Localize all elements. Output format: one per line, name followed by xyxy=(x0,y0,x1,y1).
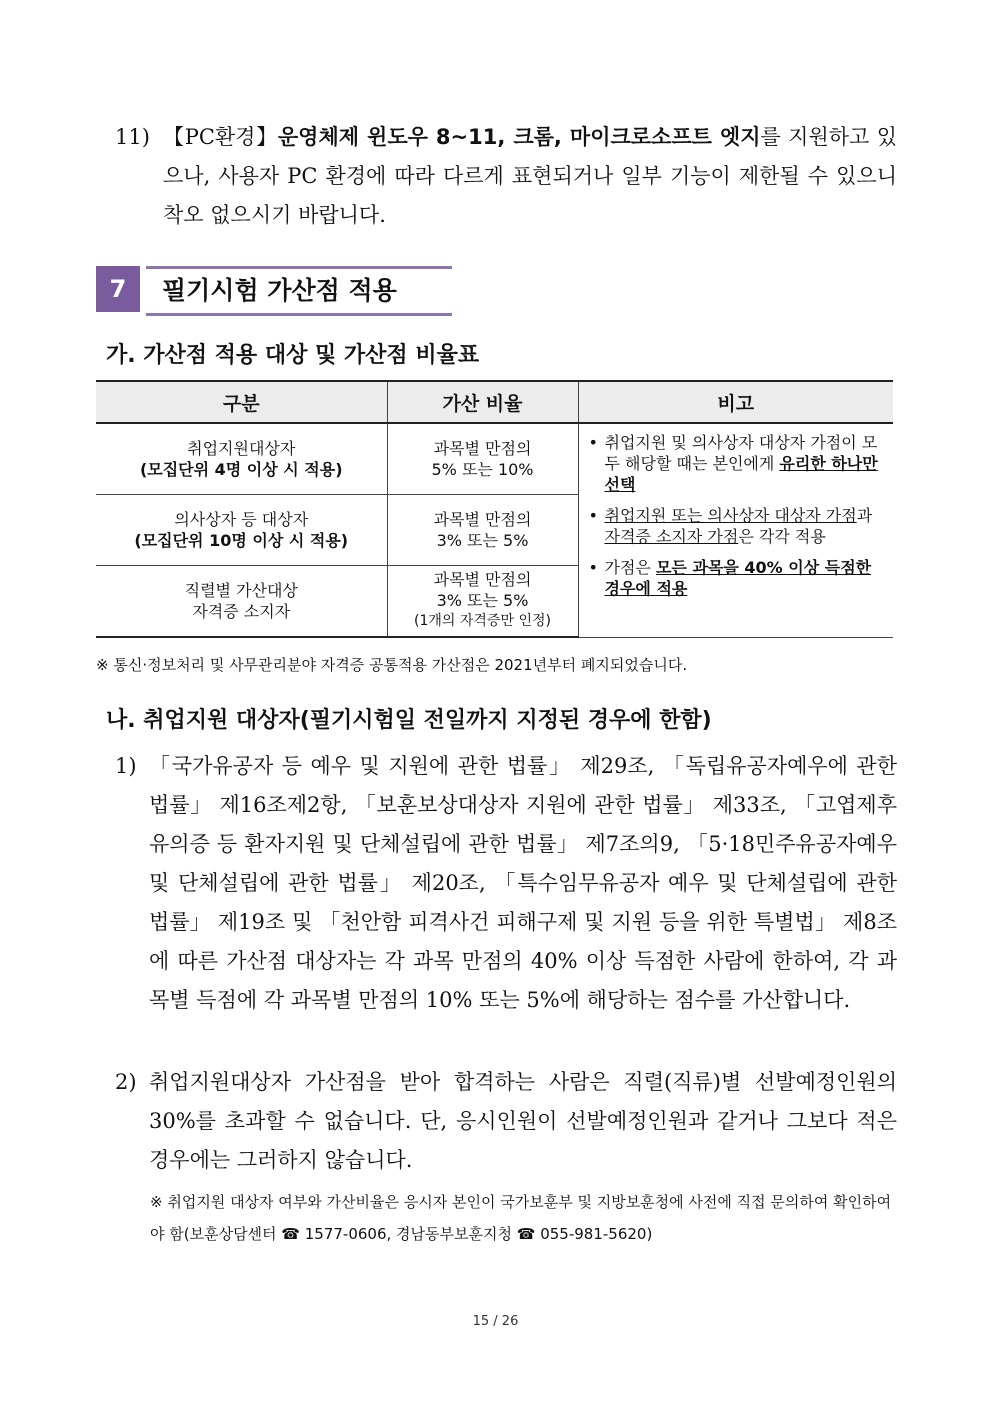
inquiry-notice: ※ 취업지원 대상자 여부와 가산비율은 응시자 본인이 국가보훈부 및 지방보훈청에 사전에 직접 문의하여 확인하여야 함(보훈상담센터 ☎ 1577-0606, 경남동부보훈지청 ☎ 055-981-5620) xyxy=(150,1193,892,1243)
remark-item xyxy=(589,432,886,495)
supported-env-text: 운영체제 윈도우 8~11, 크롬, 마이크로소프트 엣지 xyxy=(277,125,761,149)
remark-underlined: 자격증 소지자 가점 xyxy=(604,527,739,546)
rate-line: 과목별 만점의 xyxy=(433,570,532,590)
category-name: 직렬별 가산대상 xyxy=(184,580,298,600)
category-condition: 자격증 소지자 xyxy=(192,601,291,621)
subheading-b: 나. 취업지원 대상자(필기시험일 전일까지 지정된 경우에 한함) xyxy=(106,708,712,733)
bonus-table xyxy=(96,380,893,638)
item-11-line1-rest: 를 지원하고 xyxy=(760,125,870,149)
abolished-notice: ※ 통신·정보처리 및 사무관리분야 자격증 공통적용 가산점은 2021년부터 폐지되었습니다. xyxy=(96,656,688,674)
rate-value: 5% 또는 10% xyxy=(431,459,534,479)
rate-cell xyxy=(387,423,578,494)
remarks-cell xyxy=(578,423,893,637)
col-header-remarks: 비고 xyxy=(578,381,893,423)
page-number: 15 / 26 xyxy=(472,1314,519,1329)
list-item xyxy=(115,1063,897,1180)
bullet-icon: • xyxy=(588,433,598,452)
remark-text: 취업지원 및 의사상자 대상자 가점이 모두 해당할 때는 본인에게 xyxy=(604,433,878,473)
item-11 xyxy=(115,118,897,235)
bullet-icon: • xyxy=(588,506,598,525)
category-condition: (모집단위 4명 이상 시 적용) xyxy=(139,459,343,479)
item-11-rest: 있으나, 사용자 PC 환경에 따라 다르게 표현되거나 일부 기능이 제한될 수 있으니 착오 없으시기 바랍니다. xyxy=(163,125,897,227)
category-cell xyxy=(96,565,387,637)
rate-line: 과목별 만점의 xyxy=(433,438,532,458)
rate-cell xyxy=(387,565,578,637)
table-row xyxy=(96,423,893,494)
rate-value: 3% 또는 5% xyxy=(436,591,529,611)
item-text: 취업지원대상자 가산점을 받아 합격하는 사람은 직렬(직류)별 선발예정인원의 30%를 초과할 수 없습니다. 단, 응시인원이 선발예정인원과 같거나 그보다 적은 경우에는 그러하지 않습니다. xyxy=(149,1070,897,1172)
item-number: 2) xyxy=(115,1070,137,1094)
remark-text: 가점은 xyxy=(604,558,656,577)
rate-note: (1개의 자격증만 인정) xyxy=(414,613,551,630)
list-item xyxy=(115,747,897,1020)
remark-underlined: 유리한 하나만 선택 xyxy=(604,454,878,494)
table-header-row xyxy=(96,381,893,423)
category-condition: (모집단위 10명 이상 시 적용) xyxy=(134,530,349,550)
category-name: 취업지원대상자 xyxy=(187,438,296,458)
item-number: 1) xyxy=(115,754,137,778)
remark-underlined: 취업지원 또는 의사상자 대상자 가점 xyxy=(604,506,857,525)
rate-value: 3% 또는 5% xyxy=(436,530,529,550)
subheading-a: 가. 가산점 적용 대상 및 가산점 비율표 xyxy=(106,343,480,368)
remark-item xyxy=(589,557,886,599)
item-11-text xyxy=(163,118,897,235)
section-number: 7 xyxy=(96,266,140,312)
category-cell xyxy=(96,494,387,565)
item-number: 11) xyxy=(115,125,150,149)
category-cell xyxy=(96,423,387,494)
pc-env-tag: 【PC환경】 xyxy=(163,125,278,149)
col-header-rate: 가산 비율 xyxy=(387,381,578,423)
category-name: 의사상자 등 대상자 xyxy=(174,509,309,529)
section-title: 필기시험 가산점 적용 xyxy=(146,266,452,316)
remark-item xyxy=(589,505,886,547)
bullet-icon: • xyxy=(588,558,598,577)
col-header-category: 구분 xyxy=(96,381,387,423)
rate-cell xyxy=(387,494,578,565)
remark-text: 과 xyxy=(856,506,873,525)
item-text: 「국가유공자 등 예우 및 지원에 관한 법률」 제29조, 「독립유공자예우에 관한 법률」 제16조제2항, 「보훈보상대상자 지원에 관한 법률」 제33조, 「고엽제후유의증 등 환자지원 및 단체설립에 관한 법률」 제7조의9, 「5·18민주유공자예우 및 단체설립에 관한 법률」 제20조, 「특수임무유공자 예우 및 단체설립에 관한 법률」 제19조 및 「천안함 피격사건 피해구제 및 지원 등을 위한 특별법」 제8조에 따른 가산점 대상자는 각 과목 만점의 40% 이상 득점한 사람에 한하여, 각 과목별 득점에 각 과목별 만점의 10% 또는 5%에 해당하는 점수를 가산합니다. xyxy=(149,754,897,1012)
rate-line: 과목별 만점의 xyxy=(433,509,532,529)
remark-text: 은 각각 적용 xyxy=(738,527,826,546)
remark-underlined: 모든 과목을 40% 이상 득점한 경우에 적용 xyxy=(604,558,872,598)
